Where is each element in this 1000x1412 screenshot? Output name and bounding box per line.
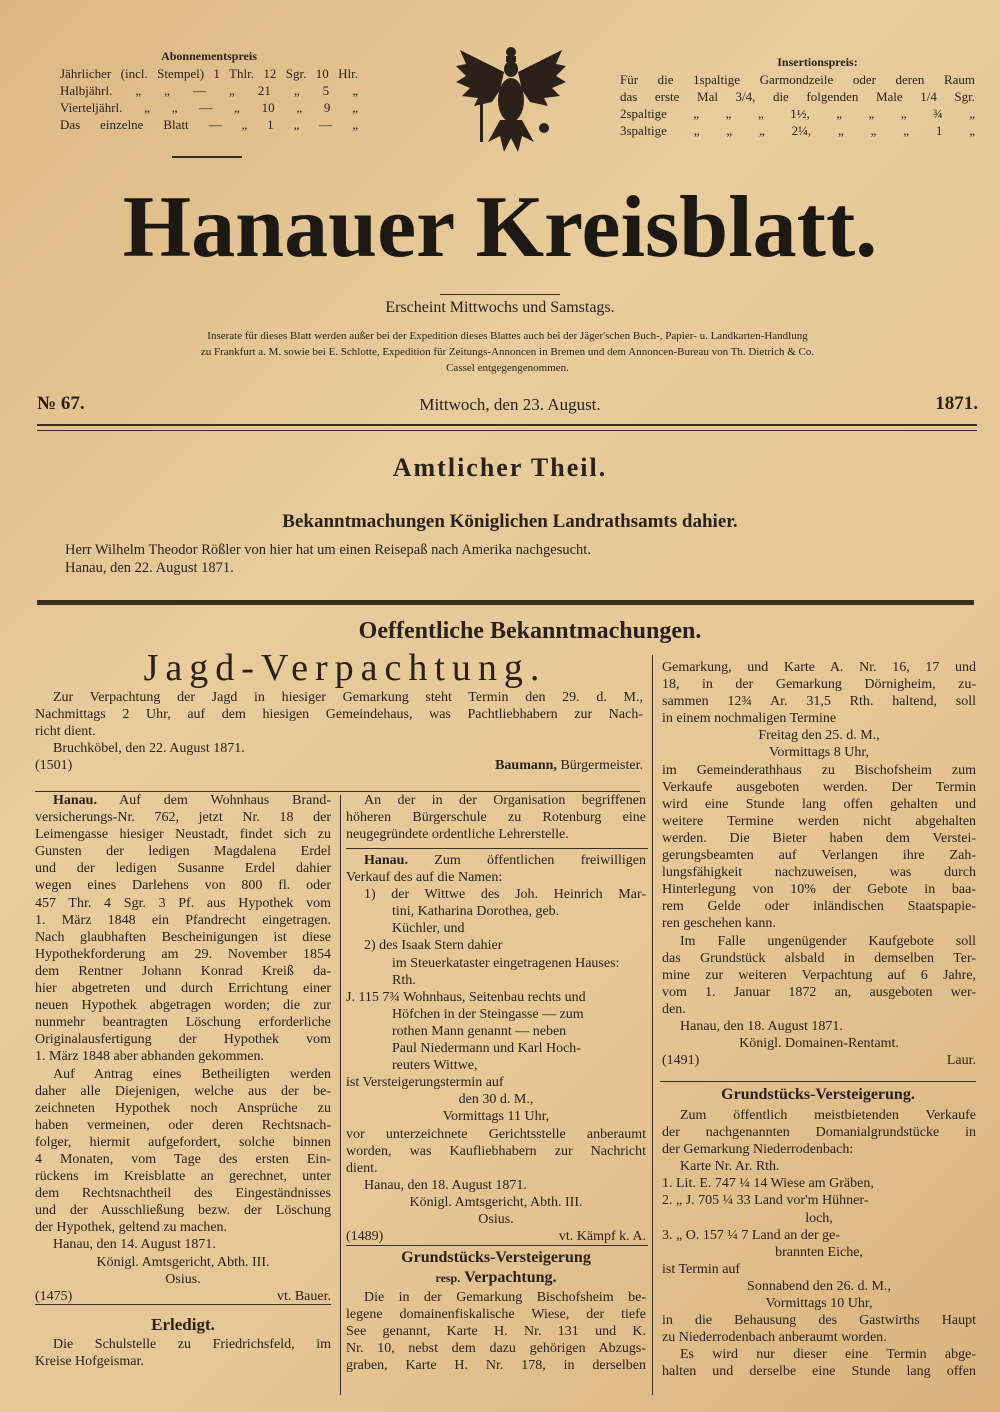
text-line [662, 967, 976, 984]
versteigerung-subtitle [346, 1268, 646, 1288]
line-text: Königl. Amtsgericht, Abth. III. [96, 1254, 270, 1270]
official-section-title: Amtlicher Theil. [392, 453, 608, 482]
divider [37, 430, 977, 431]
text-line [662, 676, 976, 693]
line-text: Königl. Amtsgericht, Abth. III. [409, 1194, 583, 1210]
line-text: weitere Termine werden nicht abgehalten [662, 813, 976, 829]
text-line [662, 1278, 976, 1295]
line-text: Königl. Domainen-Rentamt. [739, 1036, 899, 1052]
subscription-price-box [60, 48, 358, 133]
line-text: 1) der Wittwe des Joh. Heinrich Mar- [364, 887, 646, 903]
text-line [662, 898, 976, 915]
line-text: 457 Thr. 4 Sgr. 3 Pf. aus Hypothek vom [35, 895, 331, 911]
line-text: dem Rentner Johann Konrad Kreiß da- [35, 963, 331, 979]
text-line [346, 1091, 646, 1108]
column-separator [652, 655, 653, 1395]
text-line [662, 1124, 976, 1141]
line-text: Höfchen in der Steingasse — zum [392, 1006, 584, 1022]
line-text: tini, Katharina Dorothea, geb. [392, 904, 560, 920]
line-text: Vormittags 8 Uhr, [769, 745, 869, 761]
hypothek-notice [35, 792, 331, 1305]
line-text: loch, [805, 1210, 833, 1226]
public-section-title: Oeffentliche Bekanntmachungen. [358, 618, 702, 644]
text-line [662, 1175, 976, 1192]
line-text: mine zur weiteren Verpachtung auf 6 Jahre, [662, 967, 976, 983]
line-text: höheren Bürgerschule zu Rotenburg eine [346, 810, 646, 826]
text-line [346, 1143, 646, 1160]
text-line [35, 1100, 331, 1117]
versteigerung-title: Grundstücks-Versteigerung [401, 1249, 591, 1266]
line-left-text: (1475) [35, 1288, 73, 1304]
line-text: 3. „ O. 157 ¼ 7 Land an der ge- [662, 1227, 841, 1243]
divider [37, 424, 977, 426]
line-text: Zum öffentlichen freiwilligen [407, 853, 646, 868]
line-text: im Gemeinderathhaus zu Bischofsheim zum [662, 762, 976, 778]
line-text: brannten Eiche, [775, 1244, 863, 1260]
text-line [35, 1014, 331, 1031]
line-text: wird eine Stunde lang offen gehalten und [662, 796, 976, 812]
text-line: Jährlicher (incl. Stempel) 1 Thlr. 12 Sgr. 10 Hlr. [60, 66, 358, 81]
text-line [35, 946, 331, 963]
subscription-title: Abonnementspreis [161, 49, 257, 63]
text-line [662, 1261, 976, 1278]
text-line [662, 813, 976, 830]
divider [35, 1304, 331, 1305]
text-line [35, 1151, 331, 1168]
text-line [35, 1254, 331, 1271]
text-line [35, 895, 331, 912]
official-subtitle: Bekanntmachungen Königlichen Landrathsamts dahier. [282, 511, 738, 532]
line-text: Auf dem Wohnhaus Brand- [96, 793, 331, 808]
line-text: zu Niederrodenbach anberaumt worden. [662, 1330, 887, 1346]
text-line [346, 1323, 646, 1340]
text-line [35, 740, 643, 757]
line-text: in die Behausung des Gastwirths Haupt [662, 1313, 976, 1329]
text-line [35, 706, 643, 723]
text-line [35, 1066, 331, 1083]
text-line [662, 1363, 976, 1380]
text-line [346, 955, 646, 972]
prussian-eagle-icon [452, 42, 570, 162]
line-text: 1. März 1848 aber abhanden gekommen. [35, 1049, 264, 1065]
niederrodenbach-title: Grundstücks-Versteigerung. [721, 1086, 915, 1103]
subscription-rows [60, 65, 358, 133]
line-text: Rth. [392, 972, 416, 988]
line-text: richt dient. [35, 724, 96, 740]
text-line [662, 933, 976, 950]
line-left-text: (1489) [346, 1229, 384, 1245]
line-text: Verkauf des auf die Namen: [346, 870, 503, 886]
signature-title: Bürgermeister. [556, 758, 643, 774]
text-line [35, 1202, 331, 1219]
text-line [35, 1288, 331, 1305]
text-line [662, 864, 976, 881]
text-line [35, 809, 331, 826]
line-text: Karte Nr. Ar. Rth. [680, 1159, 780, 1175]
line-left-text: (1491) [662, 1053, 700, 1069]
text-line [346, 1194, 646, 1211]
text-line [35, 860, 331, 877]
line-text: Originalausfertigung der Hypothek vom [35, 1032, 331, 1048]
notice-text: Herr Wilhelm Theodor Rößler von hier hat um einen Reisepaß nach Amerika nachgesucht. [65, 542, 591, 558]
text-line [662, 1295, 976, 1312]
line-text: 2. „ J. 705 ¼ 33 Land vor'm Hühner- [662, 1193, 869, 1209]
line-text: ren geschehen kann. [662, 916, 776, 932]
line-text: nunmehr beantragten Löschung erforderliche [35, 1015, 331, 1031]
text-line [662, 1018, 976, 1035]
text-line [35, 826, 331, 843]
line-text: Sonnabend den 26. d. M., [747, 1278, 891, 1294]
subtitle-prefix: resp. [435, 1271, 461, 1285]
text-line [662, 830, 976, 847]
text-line [346, 1340, 646, 1357]
text-line [662, 1329, 976, 1346]
line-text: hier abgetreten und durch Errichtung einer [35, 981, 331, 997]
notice-date: Hanau, den 22. August 1871. [65, 560, 234, 576]
line-text: rückens im Kreisblatte an gerechnet, unter [35, 1169, 331, 1185]
text-line [35, 1031, 331, 1048]
subtitle-text: Verpachtung. [464, 1269, 557, 1286]
text-line [346, 1177, 646, 1194]
text-line [346, 1160, 646, 1177]
line-text: folger, hiermit aufgefordert, solche binnen [35, 1134, 331, 1150]
line-text: Vormittags 11 Uhr, [442, 1109, 550, 1125]
text-line [35, 997, 331, 1014]
publication-schedule: Erscheint Mittwochs und Samstags. [385, 299, 615, 316]
issue-year: 1871. [935, 393, 978, 414]
text-line [35, 1219, 331, 1236]
line-text: Gemarkung, und Karte A. Nr. 16, 17 und [662, 660, 976, 675]
text-line [346, 1126, 646, 1143]
insertion-title: Insertionspreis: [777, 55, 858, 69]
text-line [662, 1227, 976, 1244]
line-text: Leimengasse hiesiger Neustadt, findet sich zu [35, 827, 331, 843]
column-separator [340, 795, 341, 1395]
line-text: haben vermeinen, oder deren Rechtsnach- [35, 1117, 331, 1133]
line-text: worden, was Kaufliebhabern zur Nachricht [346, 1143, 646, 1159]
line-text: An der in der Organisation begriffenen [364, 793, 646, 808]
text-line [662, 1001, 976, 1018]
signature-name: Baumann, [495, 758, 557, 774]
line-text: Hanau, den 18. August 1871. [680, 1018, 843, 1034]
line-text: das Grundstück alsbald in demselben Ter- [662, 950, 976, 966]
line-text: 1. März 1848 ein Pfandrecht eingetragen. [35, 912, 331, 928]
line-text: Die in der Gemarkung Bischofsheim be- [364, 1290, 646, 1305]
line-text: Zur Verpachtung der Jagd in hiesiger Gemarkung steht Termin den 29. d. M., [53, 690, 643, 705]
line-text: Nr. 10, nebst dem dazu gehörigen Abzugs- [346, 1341, 646, 1357]
line-right-text [495, 757, 643, 774]
text-line [346, 937, 646, 954]
line-text: 18, in der Gemarkung Dörnigheim, zu- [662, 677, 976, 693]
line-text: Nachmittags 2 Uhr, auf dem hiesigen Gemeindehaus, was Pachtliebhabern zur Nach- [35, 707, 643, 723]
divider [172, 156, 242, 158]
line-text: wegen eines Darlehens von 800 fl. oder [35, 878, 331, 894]
line-text: und der Ausschließung bezw. der Löschung [35, 1203, 331, 1219]
text-line [35, 689, 643, 706]
text-line [662, 881, 976, 898]
divider [346, 848, 648, 849]
line-text: Verkaufe ausgeboten werden. Der Termin [662, 779, 976, 795]
line-text: ist Termin auf [662, 1261, 741, 1277]
text-line [346, 1023, 646, 1040]
line-text: Nach glaubhaften Bescheinigungen ist diese [35, 929, 331, 945]
text-line [346, 972, 646, 989]
divider [346, 1245, 648, 1246]
line-text: rothen Mann genannt — neben [392, 1023, 567, 1039]
text-line [662, 1107, 976, 1124]
text-line [662, 1192, 976, 1209]
insertion-rows [620, 71, 975, 139]
text-line [346, 920, 646, 937]
section-divider [37, 600, 974, 605]
line-text: rem Gelde oder inländischen Staatspapie- [662, 899, 976, 915]
text-line [346, 1228, 646, 1245]
text-line [662, 727, 976, 744]
text-line [662, 796, 976, 813]
text-line [662, 762, 976, 779]
line-text: den 30 d. M., [458, 1092, 534, 1108]
text-line [346, 903, 646, 920]
text-line [662, 710, 976, 727]
line-left-text: (1501) [35, 758, 73, 774]
line-text: J. 115 7¾ Wohnhaus, Seitenbau rechts und [346, 989, 586, 1005]
lead-word: Hanau. [364, 853, 408, 868]
line-text: halten und derselbe eine Stunde lang offen [662, 1364, 976, 1380]
text-line: Vierteljährl. „ „ — „ 10 „ 9 „ [60, 100, 358, 116]
text-line: Das einzelne Blatt — „ 1 „ — „ [60, 117, 358, 133]
text-line [35, 1048, 331, 1065]
issue-date: Mittwoch, den 23. August. [419, 395, 601, 414]
text-line [662, 1158, 976, 1175]
text-line [346, 1108, 646, 1125]
line-text: Es wird nur dieser eine Termin abge- [680, 1347, 976, 1363]
text-line: Cassel entgegengenommen. [446, 362, 569, 374]
advertising-notice [40, 328, 975, 376]
line-text: und der ledigen Susanne Erdel dahier [35, 861, 331, 877]
line-text: zeichneten Hypothek noch Ansprüche zu [35, 1100, 331, 1116]
text-line: 3spaltige „ „ „ 2¼, „ „ „ 1 „ [620, 123, 975, 139]
text-line [662, 1052, 976, 1069]
signature-title: vt. Bauer. [276, 1288, 331, 1304]
text-line [346, 1057, 646, 1074]
line-text: versicherungs-Nr. 762, jetzt Nr. 18 der [35, 810, 331, 826]
line-text: werden. Die Bieter haben dem Verstei- [662, 830, 976, 846]
signature-title: vt. Kämpf k. A. [558, 1229, 646, 1245]
line-text: Bruchköbel, den 22. August 1871. [53, 741, 245, 757]
text-line [346, 886, 646, 903]
text-line: 2spaltige „ „ „ 1½, „ „ „ ¾ „ [620, 106, 975, 122]
text-line [346, 826, 646, 843]
text-line [35, 723, 643, 740]
verkauf-notice [346, 852, 646, 1245]
text-line [346, 1211, 646, 1228]
text-line [662, 1346, 976, 1363]
line-text: lungsfähigkeit nachzuweisen, was durch [662, 865, 976, 881]
signature-title: Laur. [946, 1053, 976, 1069]
text-line [346, 1357, 646, 1374]
text-line [662, 1210, 976, 1227]
line-text: Die Schulstelle zu Friedrichsfeld, im [53, 1337, 331, 1352]
line-text: Osius. [165, 1271, 201, 1287]
text-line [662, 984, 976, 1001]
text-line [35, 1168, 331, 1185]
line-text: Freitag den 25. d. M., [758, 728, 880, 744]
line-text: graben, Karte H. Nr. 178, in derselben [346, 1358, 646, 1374]
text-line: das erste Mal 3/4, die folgenden Male 1/4 Sgr. [620, 89, 975, 105]
erledigt-notice [35, 1336, 331, 1370]
line-text: Osius. [478, 1211, 514, 1227]
text-line [35, 1271, 331, 1288]
line-text: Zum öffentlich meistbietenden Verkaufe [680, 1108, 976, 1123]
line-text: neugegründete ordentliche Lehrerstelle. [346, 827, 569, 843]
line-text: Kreise Hofgeismar. [35, 1354, 144, 1370]
text-line [35, 757, 643, 774]
text-line [662, 1141, 976, 1158]
text-line [662, 847, 976, 864]
line-text: neuen Hypothek abgetragen worden; die zur [35, 998, 331, 1014]
text-line [662, 1035, 976, 1052]
erledigt-title: Erledigt. [151, 1315, 215, 1334]
jagd-notice [35, 689, 643, 774]
line-text: Gunsten der ledigen Magdalena Erdel [35, 844, 331, 860]
text-line [35, 912, 331, 929]
text-line [35, 1134, 331, 1151]
text-line [662, 950, 976, 967]
niederrodenbach-notice [662, 1107, 976, 1381]
line-text: Vormittags 10 Uhr, [765, 1296, 873, 1312]
text-line [35, 1236, 331, 1253]
line-text: vom 1. Januar 1872 an, ausgeboten wer- [662, 984, 976, 1000]
text-line [35, 980, 331, 997]
text-line [346, 869, 646, 886]
bischofsheim-notice [346, 1289, 646, 1374]
line-text: See genannt, Karte H. Nr. 131 und K. [346, 1324, 646, 1340]
line-text: 2) des Isaak Stern dahier [364, 938, 503, 954]
text-line [662, 915, 976, 932]
line-text: Im Falle ungenügender Kaufgebote soll [680, 933, 976, 949]
text-line [35, 1336, 331, 1353]
lehrerstelle-notice [346, 792, 646, 843]
line-text: der Hypothek, geltend zu machen. [35, 1220, 228, 1236]
insertion-price-box [620, 54, 975, 139]
lead-word: Hanau. [53, 793, 97, 808]
line-text: Hypothekforderung am 29. November 1854 [35, 946, 331, 962]
line-right-text [559, 1228, 646, 1245]
line-right-text [947, 1052, 976, 1069]
line-text: 1. Lit. E. 747 ¼ 14 Wiese am Gräben, [662, 1176, 874, 1192]
text-line [346, 1040, 646, 1057]
line-text: 4 Monaten, vom Tage des ersten Ein- [35, 1151, 331, 1167]
line-text: Hinterlegung von 10% der Gebote in baa- [662, 882, 976, 898]
line-text: Paul Niedermann und Karl Hoch- [392, 1041, 581, 1057]
line-text: reuters Wittwe, [392, 1058, 478, 1074]
text-line [346, 1289, 646, 1306]
text-line: zu Frankfurt a. M. sowie bei E. Schlotte, Expedition für Zeitungs-Annoncen in Bremen und dem Annoncen-Bureau von Th. Dietrich & Co. [200, 346, 815, 358]
text-line [346, 852, 646, 869]
line-text: dient. [346, 1160, 378, 1176]
text-line [35, 1185, 331, 1202]
masthead-title: Hanauer Kreisblatt. [122, 179, 878, 276]
text-line [35, 1117, 331, 1134]
text-line [346, 989, 646, 1006]
text-line [35, 963, 331, 980]
line-text: im Steuerkataster eingetragenen Hauses: [392, 955, 620, 971]
domainen-notice [662, 659, 976, 1069]
text-line [35, 792, 331, 809]
divider [660, 1081, 976, 1082]
line-text: Hanau, den 14. August 1871. [53, 1237, 216, 1253]
line-text: gerungsbeamten auf Verlangen ihre Zah- [662, 848, 976, 864]
text-line [35, 929, 331, 946]
line-text: Hanau, den 18. August 1871. [364, 1177, 527, 1193]
text-line [346, 1074, 646, 1091]
text-line [662, 1244, 976, 1261]
line-text: dem Rechtsnachtheil des Eingeständnisses [35, 1186, 331, 1202]
text-line [35, 877, 331, 894]
text-line [662, 779, 976, 796]
line-text: Küchler, und [392, 921, 465, 937]
text-line: Für die 1spaltige Garmondzeile oder deren Raum [620, 72, 975, 87]
divider [440, 294, 560, 295]
line-text: daher alle Diejenigen, welche aus der be- [35, 1083, 331, 1099]
line-text: der Gemarkung Niederrodenbach: [662, 1142, 854, 1158]
line-text: der nachgenannten Domanialgrundstücke in [662, 1125, 976, 1141]
text-line [35, 1083, 331, 1100]
line-right-text [277, 1288, 331, 1305]
text-line [662, 1312, 976, 1329]
line-text: vor unterzeichnete Gerichtsstelle anberaumt [346, 1126, 646, 1142]
text-line [346, 1306, 646, 1323]
text-line [346, 792, 646, 809]
line-text: in einem nochmaligen Termine [662, 711, 837, 727]
issue-number: № 67. [37, 393, 85, 414]
line-text: legene domainenfiskalische Wiese, der tiefe [346, 1307, 646, 1323]
official-notice [65, 541, 591, 577]
line-text: ist Versteigerungstermin auf [346, 1075, 504, 1091]
text-line [346, 809, 646, 826]
text-line [346, 1006, 646, 1023]
line-text: sammen 12¾ Ar. 31,5 Rth. haltend, soll [662, 694, 976, 710]
text-line [662, 659, 976, 676]
text-line [662, 693, 976, 710]
line-text: Auf Antrag eines Betheiligten werden [53, 1066, 331, 1082]
line-text: den. [662, 1001, 686, 1017]
text-line [662, 744, 976, 761]
jagd-title: Jagd-Verpachtung. [143, 647, 547, 689]
text-line: Halbjährl. „ „ — „ 21 „ 5 „ [60, 83, 358, 99]
text-line: Inserate für dieses Blatt werden außer bei der Expedition dieses Blattes auch bei der Jäger'schen Buch-, Papier- u. Landkarten-Handlung [207, 330, 808, 342]
text-line [35, 843, 331, 860]
text-line [35, 1353, 331, 1370]
